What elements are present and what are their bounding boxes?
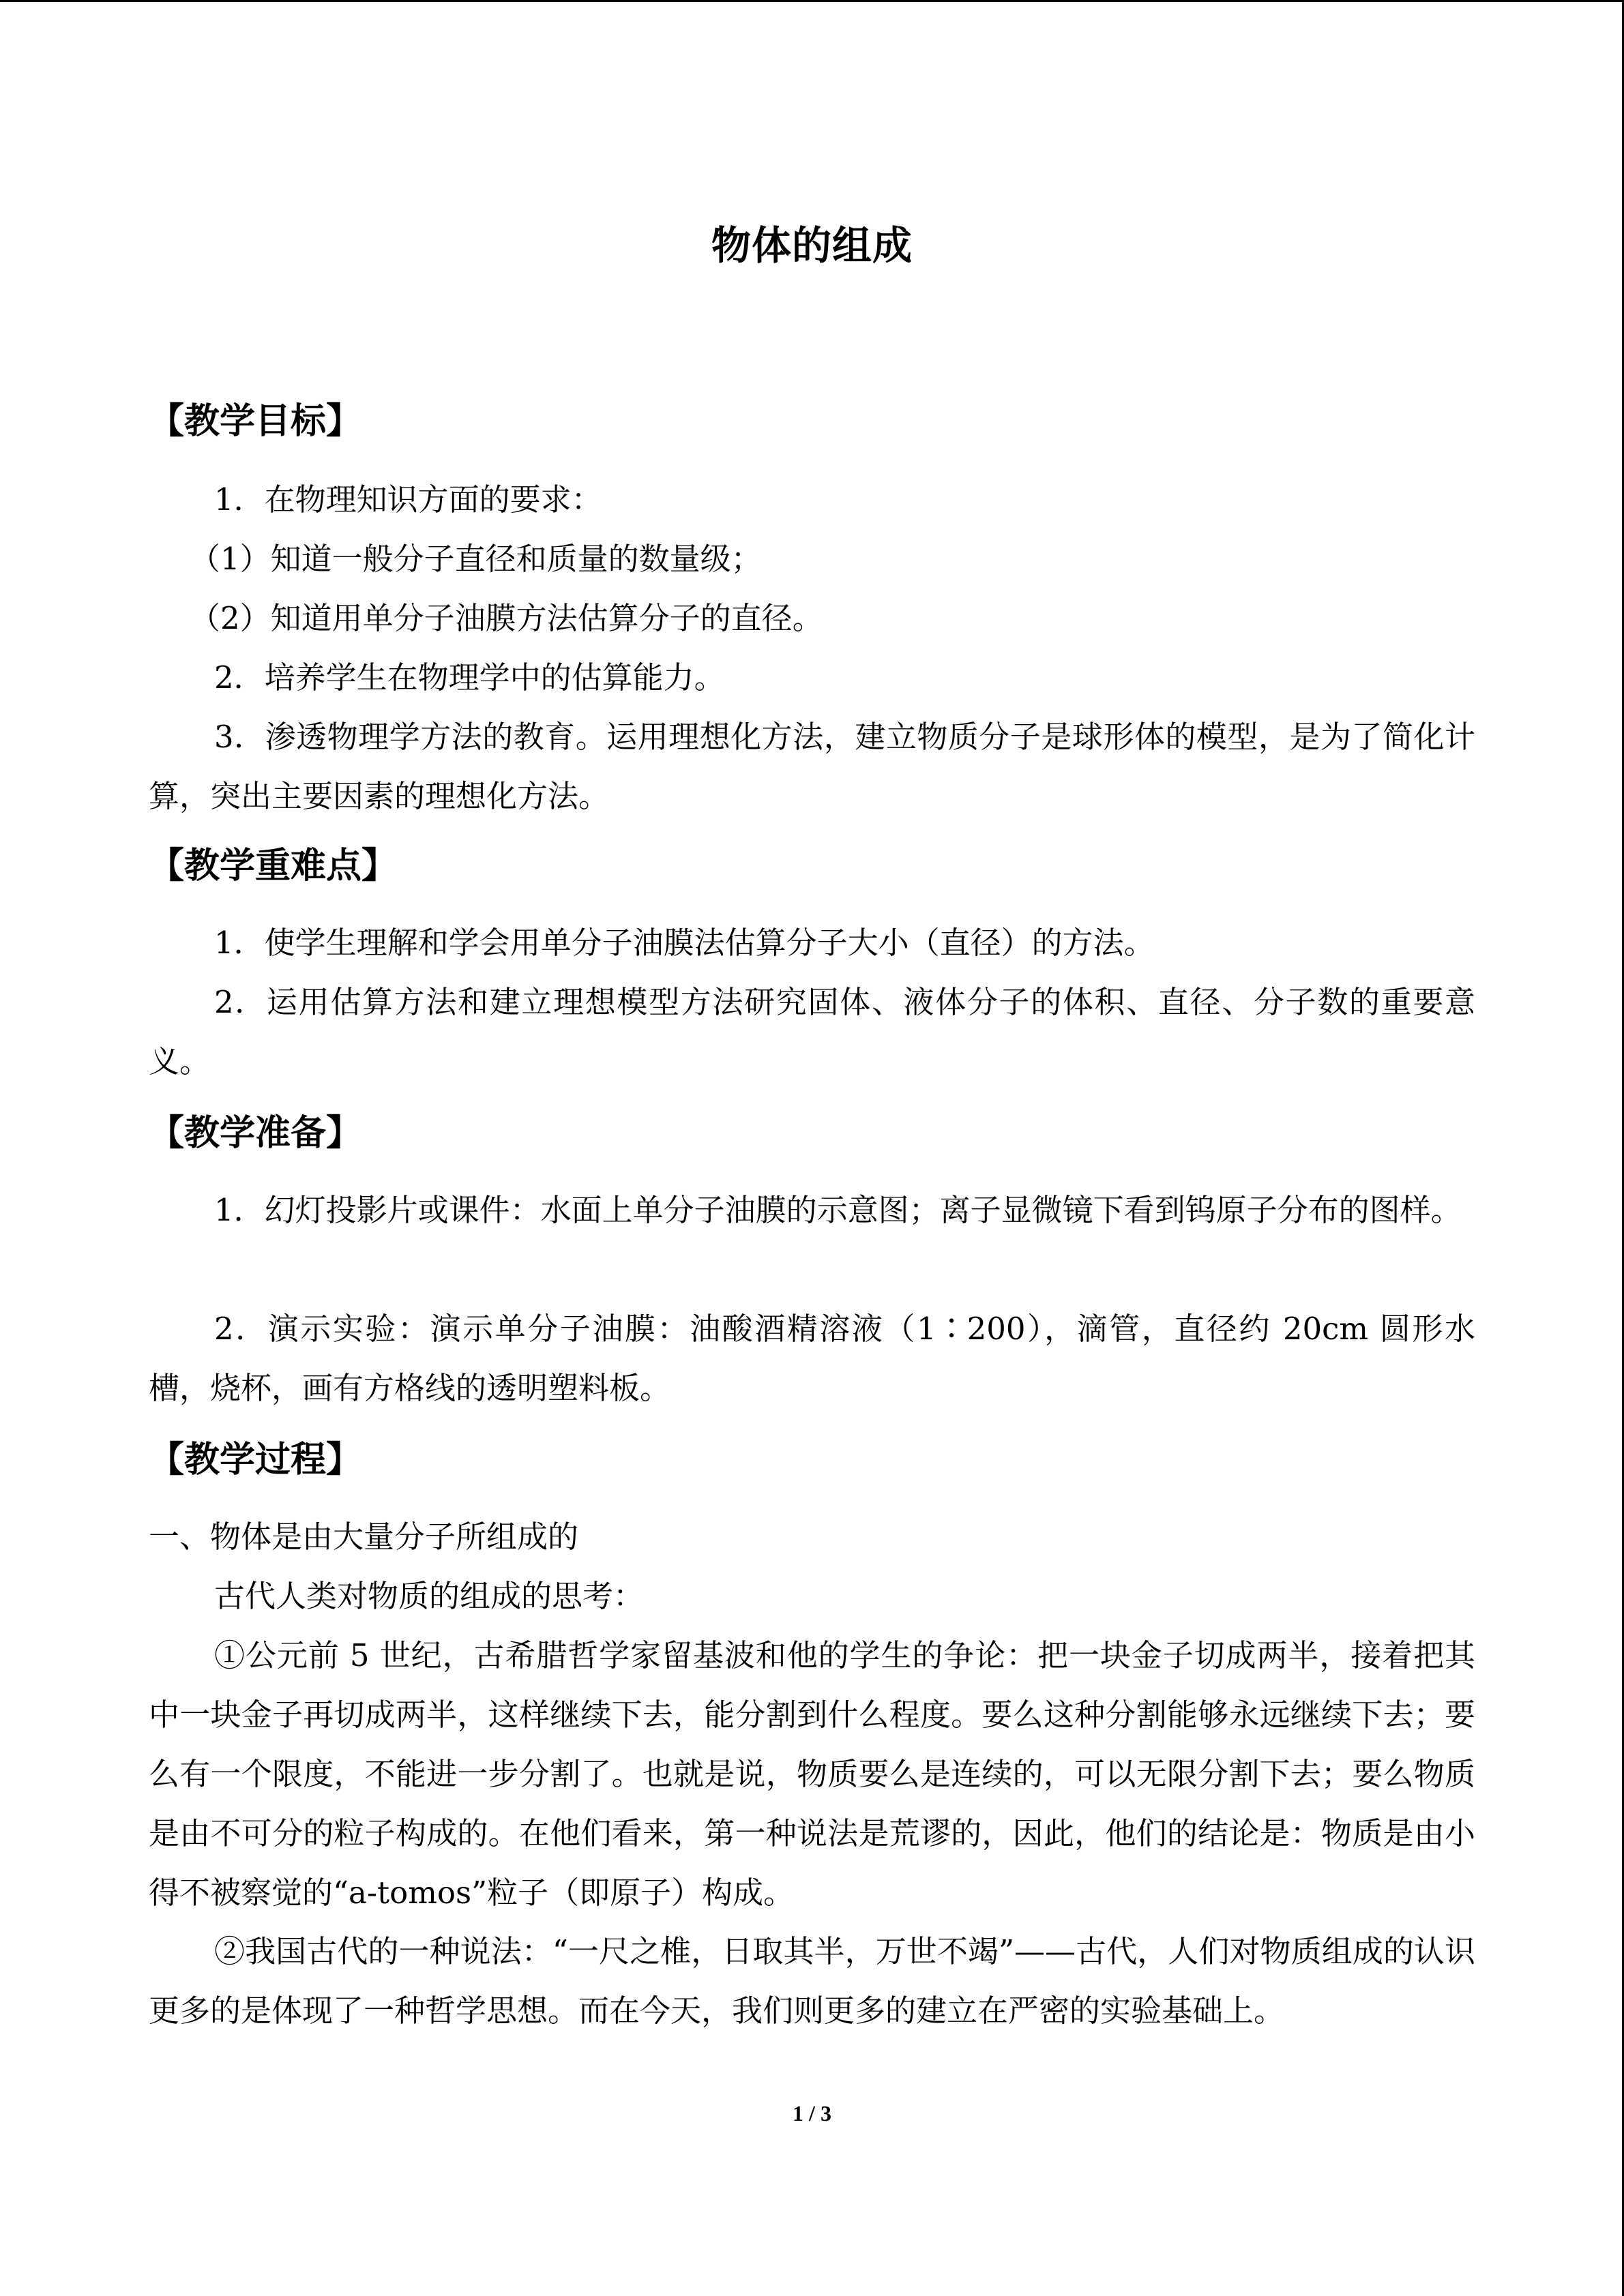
section-heading-goals: 【教学目标】 <box>149 401 362 442</box>
process-paragraph-1: 一、物体是由大量分子所组成的 <box>149 1519 579 1555</box>
goals-paragraph-5: 3．渗透物理学方法的教育。运用理想化方法，建立物质分子是球形体的模型，是为了简化计算，突出主要因素的理想化方法。 <box>149 719 1475 814</box>
page-number: 1 / 3 <box>793 2101 831 2126</box>
key-points-paragraph-1: 1．使学生理解和学会用单分子油膜法估算分子大小（直径）的方法。 <box>214 925 1155 961</box>
process-paragraph-4: ②我国古代的一种说法：“一尺之椎，日取其半，万世不竭”——古代，人们对物质组成的认识更多的是体现了一种哲学思想。而在今天，我们则更多的建立在严密的实验基础上。 <box>149 1933 1475 2029</box>
process-paragraph-3: ①公元前 5 世纪，古希腊哲学家留基波和他的学生的争论：把一块金子切成两半，接着把其中一块金子再切成两半，这样继续下去，能分割到什么程度。要么这种分割能够永远继续下去；要么有一个限度，不能进一步分割了。也就是说，物质要么是连续的，可以无限分割下去；要么物质是由不可分的粒子构成的。在他们看来，第一种说法是荒谬的，因此，他们的结论是：物质是由小得不被察觉的“a-tomos”粒子（即原子）构成。 <box>149 1637 1475 1911</box>
section-heading-preparation: 【教学准备】 <box>149 1113 362 1154</box>
key-points-paragraph-2: 2．运用估算方法和建立理想模型方法研究固体、液体分子的体积、直径、分子数的重要意义。 <box>149 984 1475 1079</box>
goals-paragraph-1: 1．在物理知识方面的要求： <box>214 481 602 518</box>
section-heading-process: 【教学过程】 <box>149 1440 362 1480</box>
goals-paragraph-4: 2．培养学生在物理学中的估算能力。 <box>214 659 725 696</box>
page-title: 物体的组成 <box>711 222 913 269</box>
process-paragraph-2: 古代人类对物质的组成的思考： <box>214 1578 645 1614</box>
goals-paragraph-3: （2）知道用单分子油膜方法估算分子的直径。 <box>190 600 823 636</box>
section-heading-key-points: 【教学重难点】 <box>149 846 398 886</box>
goals-paragraph-2: （1）知道一般分子直径和质量的数量级； <box>190 541 762 577</box>
preparation-paragraph-1: 1．幻灯投影片或课件：水面上单分子油膜的示意图；离子显微镜下看到钨原子分布的图样。 <box>214 1192 1462 1228</box>
preparation-paragraph-2: 2．演示实验：演示单分子油膜：油酸酒精溶液（1∶200），滴管，直径约 20cm 圆形水槽，烧杯，画有方格线的透明塑料板。 <box>149 1311 1475 1406</box>
